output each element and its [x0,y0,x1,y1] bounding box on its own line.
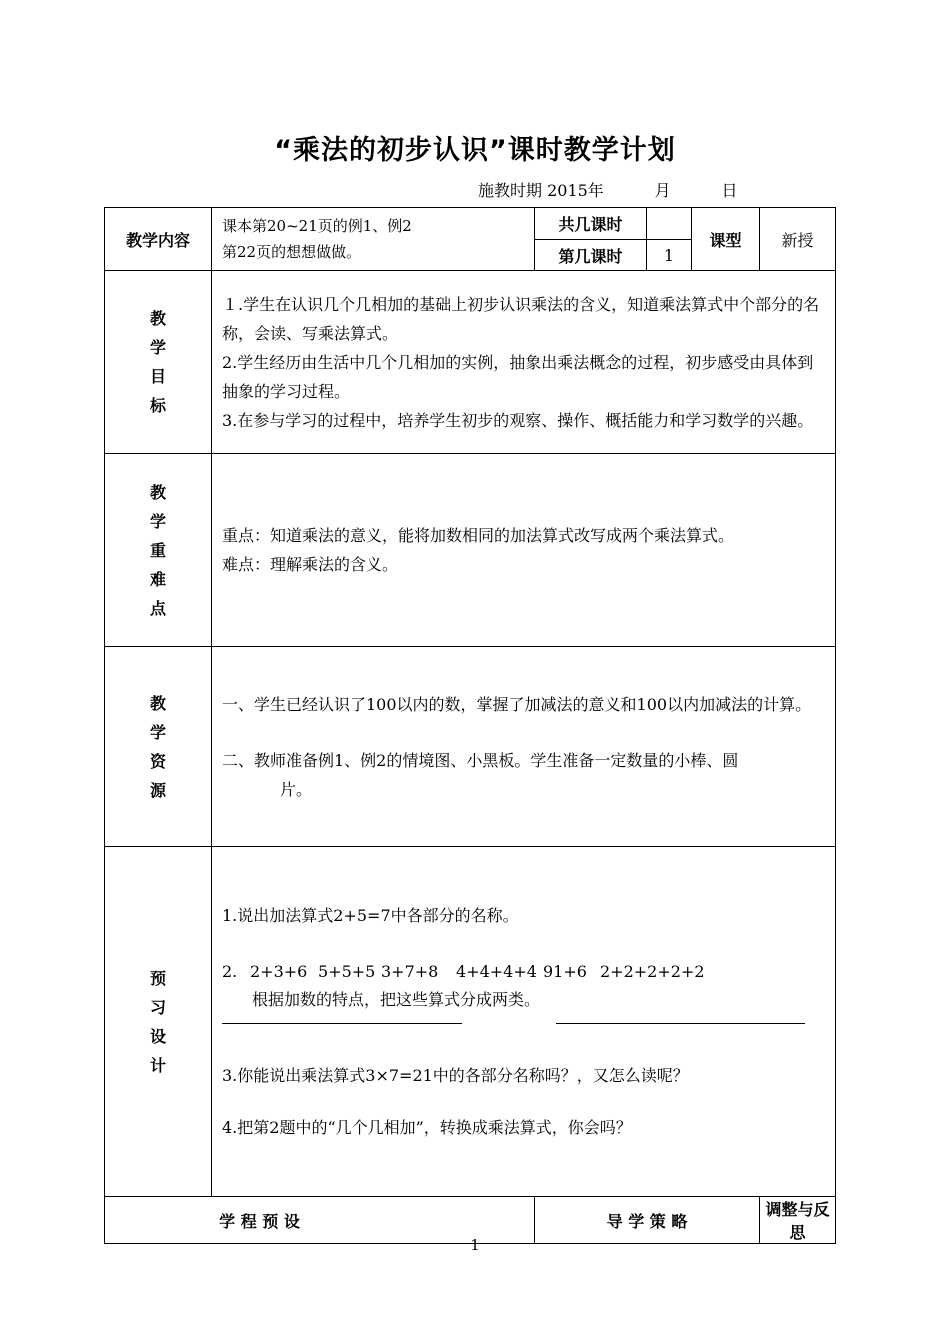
resources-content [212,647,836,847]
lesson-type-value: 新授 [760,208,836,271]
resources-label: 教 学 资 源 [105,647,212,847]
period-no-label: 第几课时 [535,240,647,271]
lesson-plan-table [104,207,836,1244]
preview-question-2-text: 根据加数的特点，把这些算式分成两类。 [252,989,541,1009]
footer-col-strategy: 导 学 策 略 [535,1197,760,1244]
answer-lines [222,1014,825,1040]
preview-question-3: 3.你能说出乘法算式3×7=21中的各部分名称吗？，又怎么读呢？ [222,1065,689,1085]
goal-item: 3.在参与学习的过程中，培养学生初步的观察、操作、概括能力和学习数学的兴趣。 [222,410,814,430]
key-point-item: 重点：知道乘法的意义，能将加数相同的加法算式改写成两个乘法算式。 [222,526,735,545]
key-points-label: 教 学 重 难 点 [105,454,212,647]
goals-content [212,271,836,454]
preview-content [212,847,836,1197]
content-label: 教学内容 [105,208,212,271]
preview-question-4: 4.把第2题中的“几个几相加”，转换成乘法算式，你会吗？ [222,1117,632,1137]
goal-item: １.学生在认识几个几相加的基础上初步认识乘法的含义，知道乘法算式中个部分的名称，会读、写乘法算式。 [222,294,820,343]
total-periods-label: 共几课时 [535,208,647,240]
difficulty-item: 难点：理解乘法的含义。 [222,555,399,574]
answer-blank-2[interactable] [556,1022,805,1024]
resource-item: 一、学生已经认识了100以内的数，掌握了加减法的意义和100以内加减法的计算。 [222,694,812,714]
resource-item: 二、教师准备例1、例2的情境图、小黑板。学生准备一定数量的小棒、圆 [222,750,739,770]
answer-blank-1[interactable] [222,1022,462,1024]
footer-col-process: 学 程 预 设 [105,1197,535,1244]
content-line: 第22页的想想做做。 [222,243,362,261]
goals-label: 教 学 目 标 [105,271,212,454]
key-points-content [212,454,836,647]
preview-question-1: 1.说出加法算式2+5=7中各部分的名称。 [222,905,519,925]
lesson-type-label: 课型 [692,208,760,271]
page-number: 1 [470,1236,480,1254]
total-periods-value [647,208,692,240]
content-cell [212,208,535,271]
preview-label: 预 习 设 计 [105,847,212,1197]
preview-question-2: 2. 2+3+6 5+5+5 3+7+8 4+4+4+4 91+6 2+2+2+2+2 [222,961,705,981]
footer-col-reflection: 调整与反思 [760,1197,836,1244]
content-line: 课本第20~21页的例1、例2 [222,217,412,235]
resource-item-cont: 片。 [280,779,313,799]
goal-item: 2.学生经历由生活中几个几相加的实例，抽象出乘法概念的过程，初步感受由具体到抽象的学习过程。 [222,352,814,401]
teaching-date: 施教时期 2015年 月 日 [478,181,738,200]
period-no-value: 1 [647,240,692,271]
page-title: “乘法的初步认识”课时教学计划 [274,135,676,166]
